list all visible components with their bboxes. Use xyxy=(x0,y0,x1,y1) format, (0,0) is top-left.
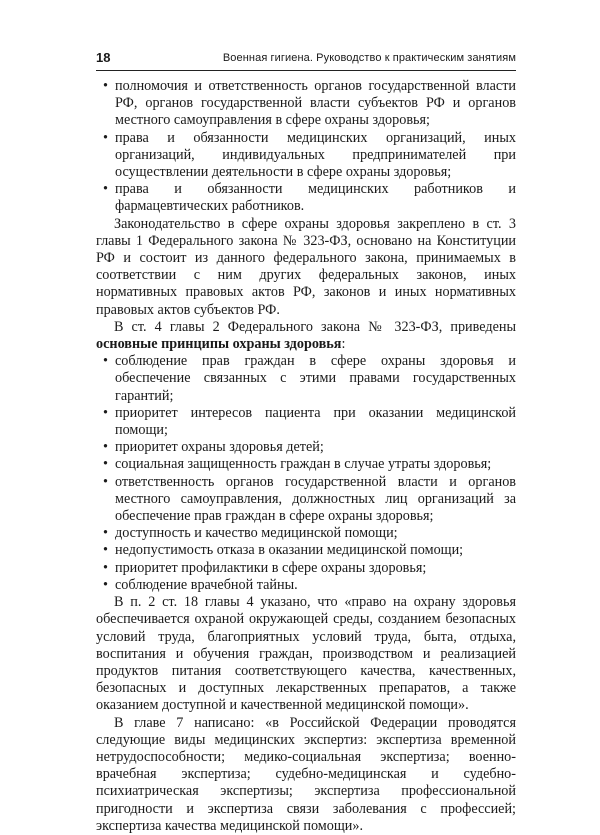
list-item: • соблюдение врачебной тайны. xyxy=(96,577,516,594)
list-item: • доступность и качество медицинской помощи; xyxy=(96,525,516,542)
paragraph-tail: : xyxy=(341,336,346,353)
running-title: Военная гигиена. Руководство к практическим занятиям xyxy=(222,52,516,64)
list-item: • полномочия и ответственность органов государственной власти РФ, органов государственной власти субъектов РФ и органов местного самоуправления в сфере охраны здоровья; xyxy=(96,78,516,130)
list-item: • ответственность органов государственной власти и органов местного самоуправления, должностных лиц организаций за обеспечение прав граждан в сфере охраны здоровья; xyxy=(96,474,516,526)
list-item: • права и обязанности медицинских работников и фармацевтических работников. xyxy=(96,181,516,215)
list-item: • приоритет охраны здоровья детей; xyxy=(96,439,516,456)
paragraph: В главе 7 написано: «в Российской Федерации проводятся следующие виды медицинских экспертиз: экспертиза временной нетрудоспособности; медико-социальная экспертиза; военно-врачебная экспертиза; судебно-медицинская и судебно-психиатрическая экспертизы; экспертиза профессиональной пригодности и экспертиза связи заболевания с профессией; экспертиза качества медицинской помощи». xyxy=(96,714,516,834)
list-item: • приоритет интересов пациента при оказании медицинской помощи; xyxy=(96,405,516,439)
list-item: • права и обязанности медицинских организаций, иных организаций, индивидуальных предпринимателей при осуществлении деятельности в сфере охраны здоровья; xyxy=(96,130,516,182)
page-header xyxy=(96,50,516,71)
list-item: • соблюдение прав граждан в сфере охраны здоровья и обеспечение связанных с этими правами государственных гарантий; xyxy=(96,353,516,405)
paragraph-lead: В ст. 4 главы 2 Федерального закона № 323-ФЗ, приведены xyxy=(114,318,516,335)
list-item: • социальная защищенность граждан в случае утраты здоровья; xyxy=(96,456,516,473)
paragraph: Законодательство в сфере охраны здоровья закреплено в ст. 3 главы 1 Федерального закона № 323-ФЗ, основано на Конституции РФ и состоит из данного федерального закона, принимаемых в соответствии с ним других федеральных законов, иных нормативных правовых актов РФ, законов и иных нормативных правовых актов субъектов РФ. xyxy=(96,215,516,318)
paragraph: В п. 2 ст. 18 главы 4 указано, что «право на охрану здоровья обеспечивается охраной окружающей среды, созданием безопасных условий труда, благоприятных условий труда, быта, отдыха, воспитания и обучения граждан, производством и реализацией продуктов питания соответствующего качества, качественных, безопасных и доступных лекарственных препаратов, а также оказанием доступной и качественной медицинской помощи». xyxy=(96,594,516,714)
paragraph-principles-intro xyxy=(96,319,516,353)
page-body xyxy=(96,78,516,835)
list-item: • приоритет профилактики в сфере охраны здоровья; xyxy=(96,560,516,577)
bold-term: основные принципы охраны здоровья xyxy=(96,336,342,353)
list-item: • недопустимость отказа в оказании медицинской помощи; xyxy=(96,542,516,559)
page-number: 18 xyxy=(96,50,111,65)
